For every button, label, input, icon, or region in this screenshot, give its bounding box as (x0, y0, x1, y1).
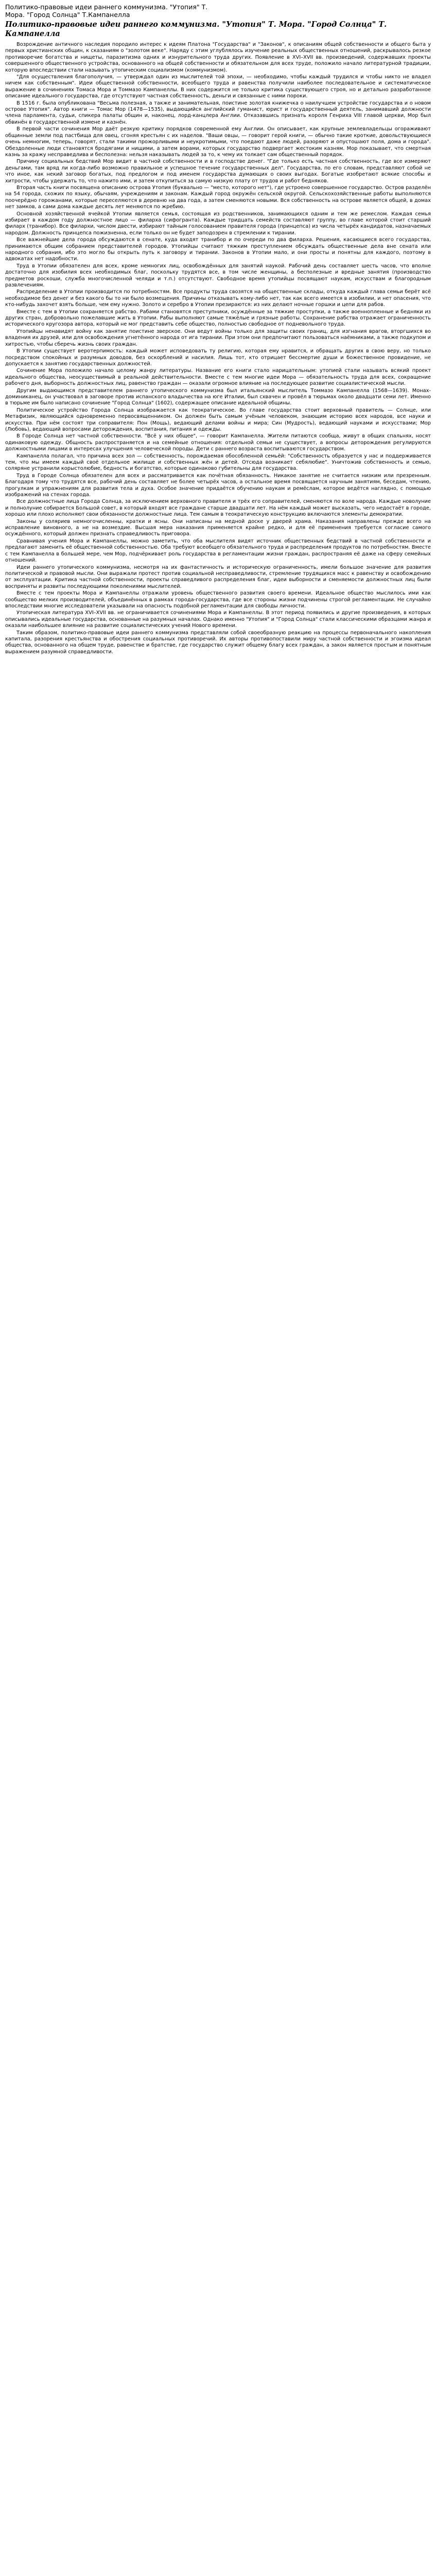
paragraph: Утопийцы ненавидят войну как занятие поистине зверское. Они ведут войны только для защиты своих границ, для изгнания врагов, вторгшихся во владения их друзей, или для освобождения угнетённого народа от ига тирании. При этом они предпочитают пользоваться наёмниками, а также подкупом и хитростью, чтобы сберечь жизнь своих граждан. (5, 328, 431, 347)
paragraph: В 1516 г. была опубликована "Весьма полезная, а также и занимательная, поистине золотая книжечка о наилучшем устройстве государства и о новом острове Утопия". Автор книги — Томас Мор (1478—1535), выдающийся английский гуманист, юрист и государственный деятель, занимавший должности члена парламента, судьи, спикера палаты общин и, наконец, лорд-канцлера Англии. Отказавшись признать короля Генриха VIII главой церкви, Мор был обвинён в государственной измене и казнён. (5, 100, 431, 125)
article-body (5, 42, 431, 655)
article-title: Политико-правовые идеи раннего коммунизма. "Утопия" Т. Мора. "Город Солнца" Т. Кампанелла (5, 20, 387, 38)
paragraph: Кампанелла полагал, что причина всех зол — собственность, порождаемая обособленной семьёй: "Собственность образуется у нас и поддерживается тем, что мы имеем каждый своё отдельное жилище и собственных жён и детей. Отсюда возникает себялюбие". Уничтожив собственность и семью, соляряне устранили корыстолюбие, бедность и богатство, которые одинаково губительны для государства. (5, 453, 431, 472)
paragraph: Вместе с тем в Утопии сохраняется рабство. Рабами становятся преступники, осуждённые за тяжкие проступки, а также военнопленные и бедняки из других стран, добровольно пожелавшие жить в Утопии. Рабы выполняют самые тяжёлые и грязные работы. Сохранение рабства отражает ограниченность исторического кругозора автора, который не мог представить себе общество, полностью свободное от подневольного труда. (5, 309, 431, 328)
paragraph: Сочинение Мора положило начало целому жанру литературы. Название его книги стало нарицательным: утопией стали называть всякий проект идеального общества, неосуществимый в реальной действительности. Вместе с тем многие идеи Мора — обязательность труда для всех, сокращение рабочего дня, выборность должностных лиц, равенство граждан — оказали огромное влияние на последующее развитие социалистической мысли. (5, 368, 431, 387)
paragraph: В Городе Солнца нет частной собственности. "Всё у них общее", — говорит Кампанелла. Жители питаются сообща, живут в общих спальнях, носят одинаковую одежду. Общность распространяется и на семейные отношения: отдельной семьи не существует, а вопросы деторождения регулируются должностными лицами в интересах улучшения человеческой породы. Дети с раннего возраста воспитываются государством. (5, 433, 431, 452)
paragraph: В Утопии существует веротерпимость: каждый может исповедовать ту религию, которая ему нравится, и обращать других в свою веру, но только посредством спокойных и разумных доводов, без оскорблений и насилия. Лишь тот, кто отрицает бессмертие души и божественное провидение, не допускается к занятию государственных должностей. (5, 348, 431, 367)
paragraph: Все должностные лица Города Солнца, за исключением верховного правителя и трёх его соправителей, сменяются по воле народа. Каждые новолуние и полнолуние собирается Большой совет, в который входят все граждане старше двадцати лет. На нём каждый может высказать, чего недостаёт в городе, хорошо или плохо исполняют свои обязанности должностные лица. Тем самым в теократическую конструкцию включаются элементы демократии. (5, 499, 431, 518)
paragraph: Законы у соляриев немногочисленны, кратки и ясны. Они написаны на медной доске у дверей храма. Наказания направлены прежде всего на исправление виновного, а не на возмездие. Высшая мера наказания применяется крайне редко, и для её применения требуется согласие самого осуждённого, который должен признать справедливость приговора. (5, 518, 431, 537)
paragraph: Вместе с тем проекты Мора и Кампанеллы отражали уровень общественного развития своего времени. Идеальное общество мыслилось ими как сообщество мелких производителей, объединённых в рамках города-государства, где все стороны жизни подчинены строгой регламентации. Не случайно впоследствии многие исследователи указывали на опасность подобной регламентации для свободы личности. (5, 590, 431, 609)
paragraph: Сравнивая учения Мора и Кампанеллы, можно заметить, что оба мыслителя видят источник общественных бедствий в частной собственности и предлагают заменить её общественной собственностью. Оба требуют всеобщего обязательного труда и распределения продуктов по потребностям. Вместе с тем Кампанелла в большей мере, чем Мор, подчёркивает роль государства в регламентации жизни граждан, распространяя её даже на сферу семейных отношений. (5, 538, 431, 564)
paragraph: Основной хозяйственной ячейкой Утопии является семья, состоящая из родственников, занимающихся одним и тем же ремеслом. Каждая семья избирает в каждом году должностное лицо — филарха (сифогранта). Каждые тридцать семейств составляют группу, во главе которой стоит старший филарх (транибор). Все филархи, числом двести, избирают тайным голосованием правителя города (принцепса) из числа четырёх кандидатов, назначаемых народом. Должность принцепса пожизненна, если только он не будет заподозрен в стремлении к тирании. (5, 211, 431, 236)
paragraph: Причину социальных бедствий Мор видит в частной собственности и в господстве денег. "Где только есть частная собственность, где все измеряют деньгами, там вряд ли когда-либо возможно правильное и успешное течение государственных дел". Государства, по его словам, представляют собой не что иное, как некий заговор богатых, под предлогом и под именем государства думающих о своих выгодах. Богатые изобретают всякие способы и хитрости, чтобы удержать то, что нажито ими, и затем откупиться за самую низкую плату от трудов и работ бедняков. (5, 159, 431, 184)
heading-line-2: Мора. "Город Солнца" Т.Кампанелла (5, 11, 130, 19)
paragraph: Труд в Утопии обязателен для всех, кроме немногих лиц, освобождённых для занятий наукой. Рабочий день составляет шесть часов, что вполне достаточно для изобилия всех необходимых благ, поскольку трудятся все, в том числе женщины, а бесполезные и вредные занятия (производство предметов роскоши, служба многочисленной челяди и т.п.) отсутствуют. Свободное время утопийцы посвящают наукам, искусствам и благородным развлечениям. (5, 263, 431, 289)
paragraph: Распределение в Утопии производится по потребностям. Все продукты труда свозятся на общественные склады, откуда каждый глава семьи берёт всё необходимое без денег и без какого бы то ни было возмещения. Причины отказывать кому-либо нет, так как всего имеется в изобилии, и нет опасения, что кто-нибудь захочет взять больше, чем ему нужно. Золото и серебро в Утопии презираются: из них делают ночные горшки и цепи для рабов. (5, 289, 431, 308)
paragraph: Другим выдающимся представителем раннего утопического коммунизма был итальянский мыслитель Томмазо Кампанелла (1568—1639). Монах-доминиканец, он участвовал в заговоре против испанского владычества на юге Италии, был схвачен и провёл в тюрьмах около двадцати семи лет. Именно в тюрьме им было написано сочинение "Город Солнца" (1602), содержащее описание идеальной общины. (5, 387, 431, 406)
paragraph: Идеи раннего утопического коммунизма, несмотря на их фантастичность и историческую ограниченность, имели большое значение для развития политической и правовой мысли. Они выражали протест против социальной несправедливости, стремление трудящихся масс к равенству и освобождению от эксплуатации. Критика частной собственности, проекты справедливого распределения благ, идеи выборности и сменяемости должностных лиц были восприняты и развиты последующими поколениями мыслителей. (5, 564, 431, 589)
paragraph: Труд в Городе Солнца обязателен для всех и рассматривается как почётная обязанность. Никакое занятие не считается низким или презренным. Благодаря тому что трудятся все, рабочий день составляет не более четырёх часов, а остальное время посвящается научным занятиям, беседам, чтению, прогулкам и упражнениям для развития тела и духа. Особое значение придаётся обучению наукам и ремёслам, которое ведётся наглядно, с помощью изображений на стенах города. (5, 472, 431, 498)
paragraph: Возрождение античного наследия породило интерес к идеям Платона "Государства" и "Законов", к описаниям общей собственности и общего быта у первых христианских общин, к сказаниям о "золотом веке". Наряду с этим углублялось изучение реальных общественных отношений, раскрывалось резкое противоречие богатства и нищеты, паразитизма одних и изнурительного труда других. Появление в XVI–XVII вв. произведений, содержавших проекты совершенного общественного устройства, основанного на общей собственности и обязательном для всех труде, положило начало литературной традиции, которую впоследствии стали называть утопическим социализмом (коммунизмом). (5, 42, 431, 73)
paragraph: Все важнейшие дела города обсуждаются в сенате, куда входят транибор и по очереди по два филарха. Решения, касающиеся всего государства, принимаются общим собранием представителей городов. Утопийцы считают тяжким преступлением обсуждать общественные дела вне сената или народного собрания, ибо это могло бы открыть путь к заговору и тирании. Законов в Утопии мало, и они просты и понятны для каждого, поэтому в адвокатах нет надобности. (5, 237, 431, 262)
paragraph: Таким образом, политико-правовые идеи раннего коммунизма представляли собой своеобразную реакцию на процессы первоначального накопления капитала, разорения крестьянства и обострения социальных противоречий. Их авторы противопоставили миру частной собственности и эгоизма идеал общества, основанного на общем труде, равенстве и братстве, где государство служит общему благу всех граждан, а закон является простым и понятным выражением разумной справедливости. (5, 630, 431, 655)
paragraph: Утопическая литература XVI–XVII вв. не ограничивается сочинениями Мора и Кампанеллы. В этот период появились и другие произведения, в которых описывались идеальные государства, основанные на разумных началах. Однако именно "Утопия" и "Город Солнца" стали классическими образцами жанра и оказали наибольшее влияние на развитие социалистических учений Нового времени. (5, 610, 431, 629)
paragraph: Вторая часть книги посвящена описанию острова Утопия (буквально — "место, которого нет"), где устроено совершенное государство. Остров разделён на 54 города, схожих по языку, обычаям, учреждениям и законам. Каждый город окружён сельской округой. Сельскохозяйственные работы выполняются поочерёдно горожанами, которые переселяются в деревню на два года, а затем сменяются новыми. Вся собственность на острове является общей, в домах нет замков, а сами дома каждые десять лет меняются по жребию. (5, 184, 431, 210)
paragraph: Политическое устройство Города Солнца изображается как теократическое. Во главе государства стоит верховный правитель — Солнце, или Метафизик, являющийся одновременно первосвященником. Он должен быть самым учёным человеком, знающим историю всех народов, все науки и искусства. При нём состоят три соправителя: Пон (Мощь), ведающий делами войны и мира; Син (Мудрость), ведающий науками и искусствами; Мор (Любовь), ведающий вопросами деторождения, воспитания, питания и одежды. (5, 407, 431, 432)
paragraph: "Для осуществления благополучия, — утверждал один из мыслителей той эпохи, — необходимо, чтобы каждый трудился и чтобы никто не владел ничем как собственным". Идеи общественной собственности, всеобщего труда и равенства получили наиболее последовательное и систематическое выражение в сочинениях Томаса Мора и Томмазо Кампанеллы. В них содержится не только критика существующего строя, но и детально разработанное описание идеального государства, где отсутствуют частная собственность, деньги и связанные с ними пороки. (5, 74, 431, 99)
heading-line-1: Политико-правовые идеи раннего коммунизма. "Утопия" Т. (5, 3, 208, 11)
paragraph: В первой части сочинения Мор даёт резкую критику порядков современной ему Англии. Он описывает, как крупные землевладельцы огораживают общинные земли под пастбища для овец, сгоняя крестьян с их наделов. "Ваши овцы, — говорит герой книги, — обычно такие кроткие, довольствующиеся очень немногим, теперь, говорят, стали такими прожорливыми и неукротимыми, что поедают даже людей, разоряют и опустошают поля, дома и города". Обездоленные люди становятся бродягами и нищими, а затем ворами, которых государство подвергает жестоким казням. Мор показывает, что смертная казнь за кражу несправедлива и бесполезна: нельзя наказывать людей за то, к чему их толкает сам общественный порядок. (5, 126, 431, 158)
